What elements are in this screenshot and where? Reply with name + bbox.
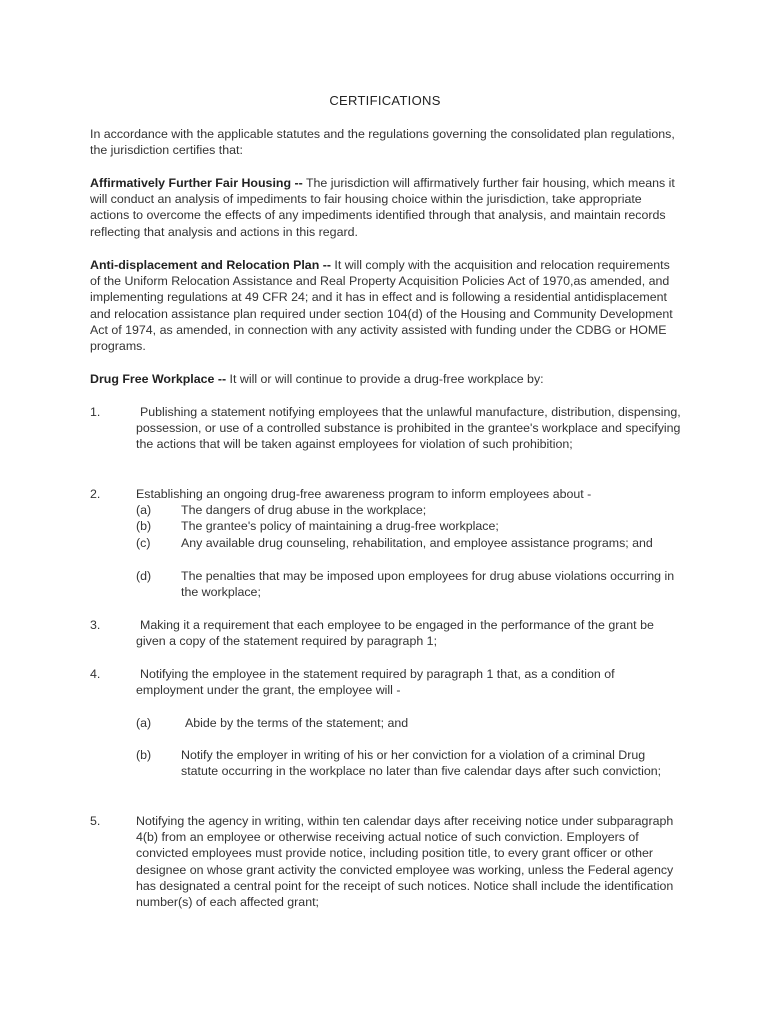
sub-item-text: The dangers of drug abuse in the workplace; [181, 503, 427, 517]
sub-item-label: (b) [136, 748, 152, 762]
dfw-paragraph [90, 371, 682, 387]
sub-item-label: (b) [136, 519, 152, 533]
list-item-text: Establishing an ongoing drug-free awareness program to inform employees about - [136, 487, 592, 501]
afh-paragraph [90, 175, 682, 240]
afh-text: The jurisdiction will affirmatively further fair housing, which means it will conduct an analysis of impediments to fair housing choice within the jurisdiction, take appropriate actions to overcome the effects of any impediments identified through that analysis, and maintain records reflecting that analysis and actions in this regard. [90, 176, 675, 239]
list-item-text: Publishing a statement notifying employees that the unlawful manufacture, distribution, dispensing, possession, or use of a controlled substance is prohibited in the grantee's workplace and specifying the actions that will be taken against employees for violation of such prohibition; [136, 405, 681, 452]
sub-item-text: Notify the employer in writing of his or her conviction for a violation of a criminal Drug statute occurring in the workplace no later than five calendar days after such conviction; [181, 748, 662, 779]
dfw-text: It will or will continue to provide a drug-free workplace by: [226, 372, 544, 386]
antidisplacement-text: It will comply with the acquisition and relocation requirements of the Uniform Relocation Assistance and Real Property Acquisition Policies Act of 1970,as amended, and implementing regulations at 49 CFR 24; and it has in effect and is following a residential antidisplacement and relocation assistance plan required under section 104(d) of the Housing and Community Development Act of 1974, as amended, in connection with any activity assisted with funding under the CDBG or HOME programs. [90, 258, 673, 354]
afh-heading: Affirmatively Further Fair Housing -- [90, 176, 303, 190]
sub-item-text: The grantee's policy of maintaining a drug-free workplace; [181, 519, 499, 533]
list-item-number: 1. [90, 405, 101, 419]
sub-item-text: The penalties that may be imposed upon employees for drug abuse violations occurring in the workplace; [181, 569, 675, 600]
intro-paragraph: In accordance with the applicable statutes and the regulations governing the consolidated plan regulations, the jurisdiction certifies that: [90, 127, 675, 158]
sub-item-text: Any available drug counseling, rehabilitation, and employee assistance programs; and [181, 536, 653, 550]
sub-item-label: (d) [136, 569, 152, 583]
sub-item-label: (a) [136, 716, 152, 730]
dfw-heading: Drug Free Workplace -- [90, 372, 227, 386]
sub-item-label: (c) [136, 536, 151, 550]
list-item-number: 5. [90, 814, 101, 828]
sub-item-text: Abide by the terms of the statement; and [185, 716, 409, 730]
list-item-number: 2. [90, 487, 101, 501]
list-item-number: 3. [90, 618, 101, 632]
sub-item-label: (a) [136, 503, 152, 517]
list-item-text: Notifying the employee in the statement required by paragraph 1 that, as a condition of employment under the grant, the employee will - [136, 667, 615, 698]
page-title: CERTIFICATIONS [329, 93, 441, 108]
list-item-number: 4. [90, 667, 101, 681]
list-item-text: Making it a requirement that each employee to be engaged in the performance of the grant be given a copy of the statement required by paragraph 1; [136, 618, 654, 649]
list-item-text: Notifying the agency in writing, within ten calendar days after receiving notice under subparagraph 4(b) from an employee or otherwise receiving actual notice of such conviction. Employers of convicted employees must provide notice, including position title, to every grant officer or other designee on whose grant activity the convicted employee was working, unless the Federal agency has designated a central point for the receipt of such notices. Notice shall include the identification number(s) of each affected grant; [136, 814, 674, 910]
antidisplacement-heading: Anti-displacement and Relocation Plan -- [90, 258, 331, 272]
antidisplacement-paragraph [90, 257, 682, 354]
